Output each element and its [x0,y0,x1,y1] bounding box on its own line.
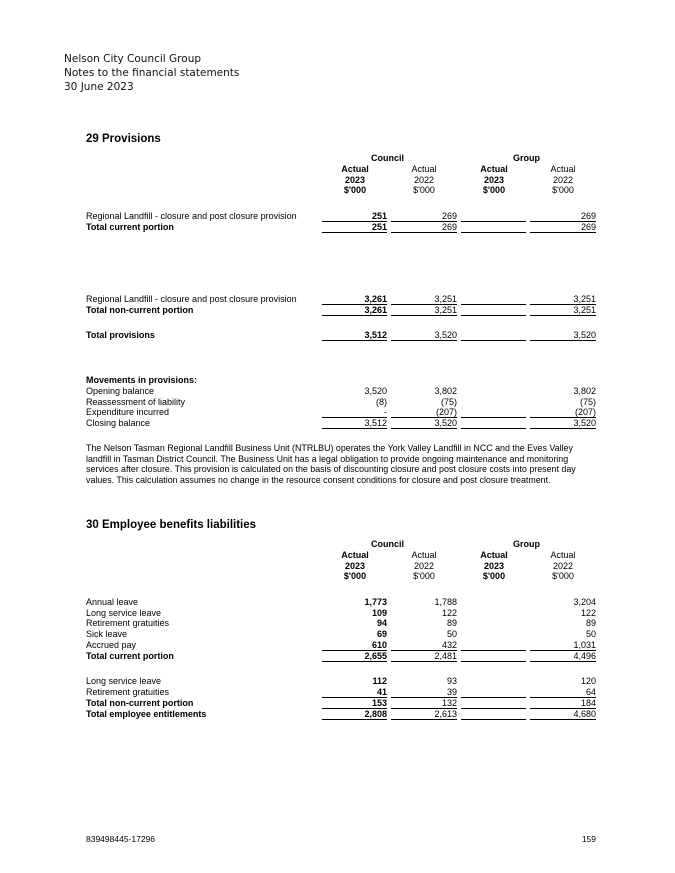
row-label: Total non-current portion [86,305,194,315]
section-number: 29 [86,133,99,145]
rule [391,232,457,233]
cell-value: 269 [580,211,596,221]
cell-value: (75) [440,397,457,407]
cell-value: 269 [441,211,457,221]
rule [530,719,596,720]
cell-value: 3,520 [434,330,457,340]
col-header-council-2022: Actual 2022 $'000 [411,164,437,195]
rule [461,708,526,709]
provisions-note-paragraph: The Nelson Tasman Regional Landfill Business Unit (NTRLBU) operates the York Valley Landfill in NCC and the Eves Valley landfill in Tasman District Council. The Business Unit has a legal obligation to provide ongoing maintenance and monitoring services after closure. This provision is calculated on the basis of discounting closure and post closure costs into present day values. This calculation assumes no change in the resource consent conditions for closure and post closure treatment. [86,443,576,485]
row-label: Long service leave [86,608,162,618]
rule [461,315,526,316]
rule [322,232,387,233]
row-label: Total non-current portion [86,698,194,708]
section-heading: Employee benefits liabilities [102,519,257,531]
rule [391,661,457,662]
col-header-council-2023: Actual 2023 $'000 [341,164,369,195]
row-label: Reassessment of liability [86,397,186,407]
rule [391,340,457,341]
rule [461,304,526,305]
cell-value: 3,802 [434,386,457,396]
rule [461,417,526,418]
rule [322,428,387,429]
cell-value: - [384,407,387,417]
row-label: Annual leave [86,597,139,607]
cell-value: 112 [372,676,387,686]
row-label: Regional Landfill - closure and post closure provision [86,294,297,304]
cell-value: 64 [585,687,596,697]
cell-value: 184 [580,698,596,708]
cell-value: 3,802 [573,386,596,396]
rule [530,661,596,662]
cell-value: 3,512 [364,330,387,340]
col-header-council-2022: Actual 2022 $'000 [411,550,437,581]
cell-value: 3,204 [573,597,596,607]
rule [461,340,526,341]
row-label: Expenditure incurred [86,407,170,417]
cell-value: 41 [376,687,387,697]
page-number: 159 [581,834,596,844]
section-heading: Provisions [102,133,161,145]
cell-value: 122 [441,608,457,618]
cell-value: 2,808 [364,709,387,719]
cell-value: 2,481 [434,651,457,661]
cell-value: 3,251 [573,294,596,304]
rule [322,719,387,720]
section-number: 30 [86,519,99,531]
rule [530,428,596,429]
cell-value: (8) [376,397,387,407]
rule [461,428,526,429]
page-header [64,52,239,94]
rule [391,428,457,429]
rule [530,340,596,341]
cell-value: 122 [580,608,596,618]
row-label: Total employee entitlements [86,709,207,719]
row-label: Regional Landfill - closure and post closure provision [86,211,297,221]
cell-value: 1,031 [573,640,596,650]
row-label: Total current portion [86,651,174,661]
rule [461,661,526,662]
col-header-group-2023: Actual 2023 $'000 [480,550,508,581]
col-header-group-2023: Actual 2023 $'000 [480,164,508,195]
cell-value: 3,251 [434,294,457,304]
rule [322,661,387,662]
cell-value: 3,520 [573,330,596,340]
row-label: Opening balance [86,386,155,396]
row-label: Retirement gratuities [86,618,170,628]
cell-value: 3,512 [364,418,387,428]
rule [461,719,526,720]
rule [530,315,596,316]
rule [461,650,526,651]
cell-value: 89 [585,618,596,628]
cell-value: 120 [580,676,596,686]
col-header-group-2022: Actual 2022 $'000 [550,164,576,195]
cell-value: (207) [574,407,596,417]
cell-value: 1,788 [434,597,457,607]
cell-value: 251 [371,222,387,232]
group-group-header: Group [513,153,540,163]
cell-value: 3,520 [573,418,596,428]
group-group-header: Group [513,539,540,549]
rule [391,719,457,720]
row-label: Retirement gratuities [86,687,170,697]
section-title-provisions [86,133,161,145]
rule [461,697,526,698]
council-group-header: Council [371,153,404,163]
rule [461,232,526,233]
col-header-group-2022: Actual 2022 $'000 [550,550,576,581]
cell-value: 93 [446,676,457,686]
cell-value: 2,655 [364,651,387,661]
row-label: Sick leave [86,629,128,639]
cell-value: 50 [585,629,596,639]
cell-value: 269 [580,222,596,232]
row-label: Total current portion [86,222,174,232]
cell-value: 2,613 [434,709,457,719]
row-label: Closing balance [86,418,151,428]
cell-value: 39 [446,687,457,697]
cell-value: 3,261 [364,305,387,315]
section-title-employee-benefits [86,519,256,531]
cell-value: (207) [435,407,457,417]
cell-value: 94 [376,618,387,628]
cell-value: 3,251 [573,305,596,315]
rule [391,315,457,316]
cell-value: 269 [441,222,457,232]
cell-value: 89 [446,618,457,628]
row-label: Total provisions [86,330,155,340]
cell-value: 432 [441,640,457,650]
cell-value: 109 [371,608,387,618]
cell-value: 3,261 [364,294,387,304]
row-label: Long service leave [86,676,162,686]
row-label: Accrued pay [86,640,137,650]
org-name: Nelson City Council Group [64,53,202,65]
cell-value: 610 [371,640,387,650]
report-date: 30 June 2023 [64,81,134,93]
rule [322,340,387,341]
document-title: Notes to the financial statements [64,67,240,79]
council-group-header: Council [371,539,404,549]
cell-value: 4,496 [573,651,596,661]
cell-value: 1,773 [364,597,387,607]
cell-value: 3,520 [434,418,457,428]
cell-value: 69 [376,629,387,639]
rule [530,232,596,233]
cell-value: 50 [446,629,457,639]
cell-value: 4,680 [573,709,596,719]
cell-value: (75) [579,397,596,407]
cell-value: 3,251 [434,305,457,315]
cell-value: 132 [441,698,457,708]
rule [322,315,387,316]
rule [461,221,526,222]
cell-value: 3,520 [364,386,387,396]
cell-value: 153 [371,698,387,708]
col-header-council-2023: Actual 2023 $'000 [341,550,369,581]
document-id: 839498445-17296 [86,834,156,844]
movements-heading: Movements in provisions: [86,375,198,385]
cell-value: 251 [371,211,387,221]
